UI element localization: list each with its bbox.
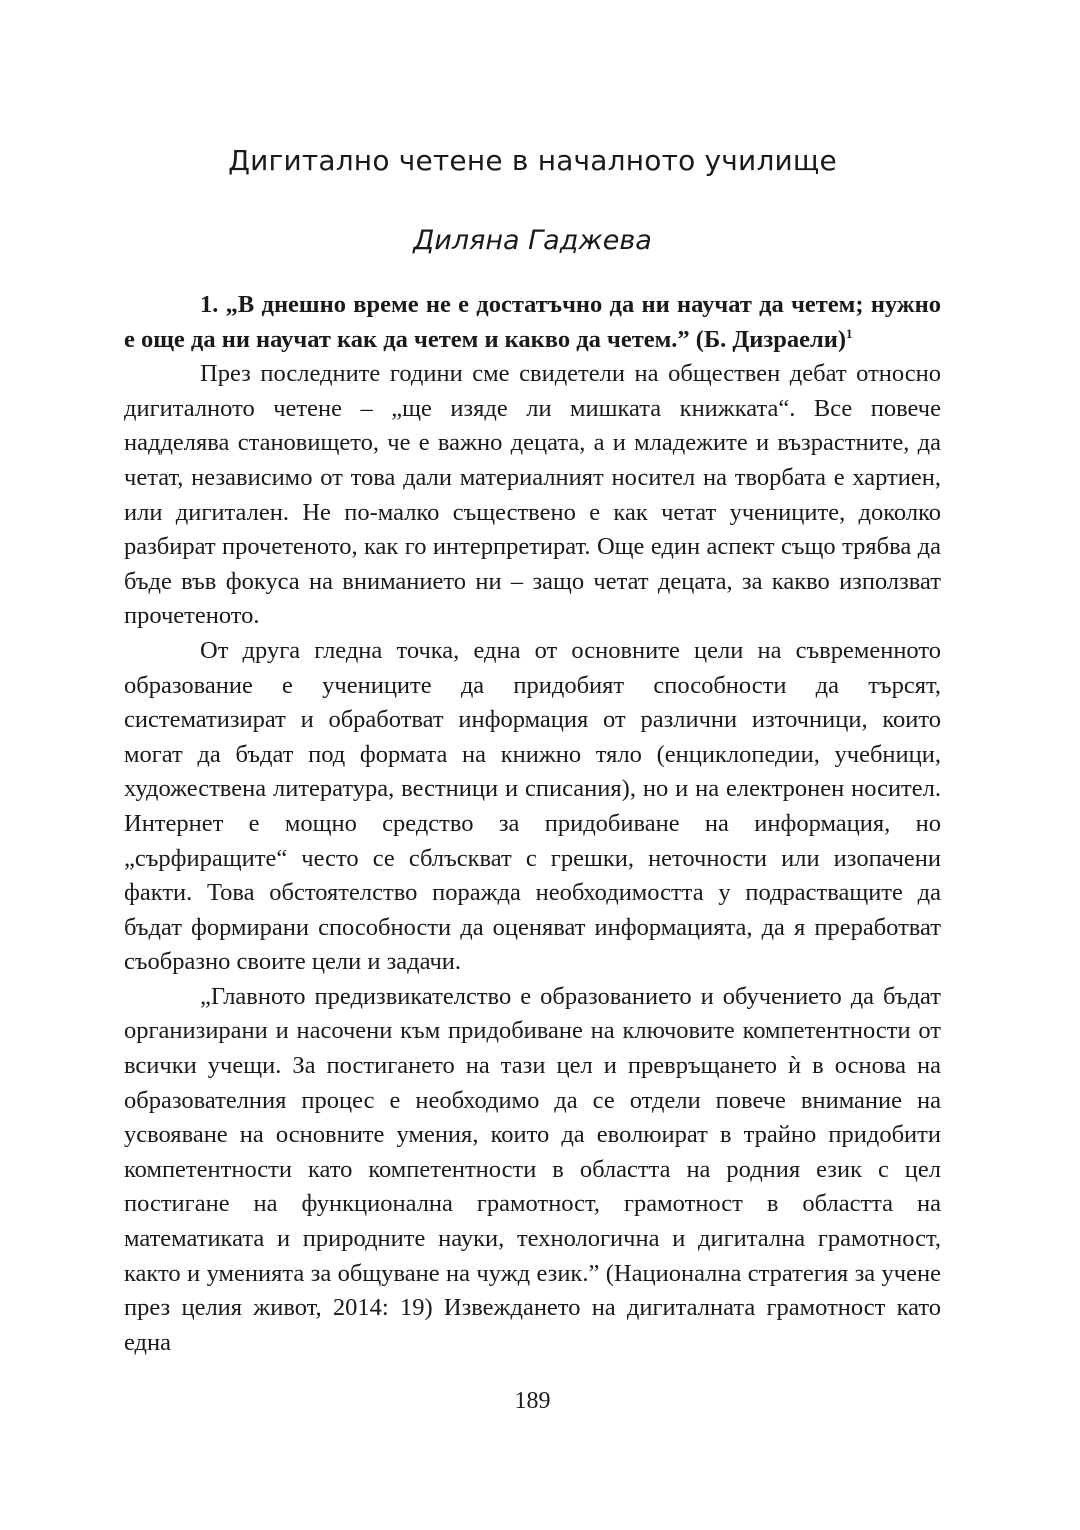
paragraph: През последните години сме свидетели на обществен дебат относно дигиталното четене – „ще изяде ли мишката книжката“. Все повече надделява становището, че е важно децата, а и младежите и възрастните, да четат, независимо от това дали материалният носител на творбата е хартиен, или дигитален. Не по-малко съществено е как четат учениците, доколко разбират прочетеното, как го интерпретират. Още един аспект също трябва да бъде във фокуса на вниманието ни – защо четат децата, за какво използват прочетеното.	[124, 360, 941, 630]
footnote-marker: 1	[845, 325, 853, 341]
paragraph: „Главното предизвикателство е образованието и обучението да бъдат организирани и насочени към придобиване на ключовите компетентности от всички учещи. За постигането на тази цел и превръщането ѝ в основа на образователния процес е необходимо да се отдели повече внимание на усвояване на основните умения, които да еволюират в трайно придобити компетентности като компетентности в областта на родния език с цел постигане на функционална грамотност, грамотност в областта на математиката и природните науки, технологична и дигитална грамотност, както и уменията за общуване на чужд език.” (Национална стратегия за учене през целия живот, 2014: 19) Извеждането на дигиталната грамотност като една	[124, 982, 941, 1356]
page-number: 189	[514, 1388, 551, 1414]
section-heading	[124, 288, 941, 357]
article-body	[124, 288, 941, 1360]
author-name: Диляна Гаджева	[413, 225, 652, 256]
paragraph: От друга гледна точка, една от основните цели на съвременното образование е учениците да придобият способности да търсят, систематизират и обработват информация от различни източници, които могат да бъдат под формата на книжно тяло (енциклопедии, учебници, художествена литература, вестници и списания), но и на електронен носител. Интернет е мощно средство за придобиване на информация, но „сърфиращите“ често се сблъскват с грешки, неточности или изопачени факти. Това обстоятелство поражда необходимостта у подрастващите да бъдат формирани способности да оценяват информацията, да я преработват съобразно своите цели и задачи.	[124, 636, 941, 976]
page-title: Дигитално четене в началното училище	[228, 144, 837, 177]
section-heading-text: 1. „В днешно време не е достатъчно да ни научат да четем; нужно е още да ни научат как да четем и какво да четем.” (Б. Дизраели)	[124, 291, 941, 353]
